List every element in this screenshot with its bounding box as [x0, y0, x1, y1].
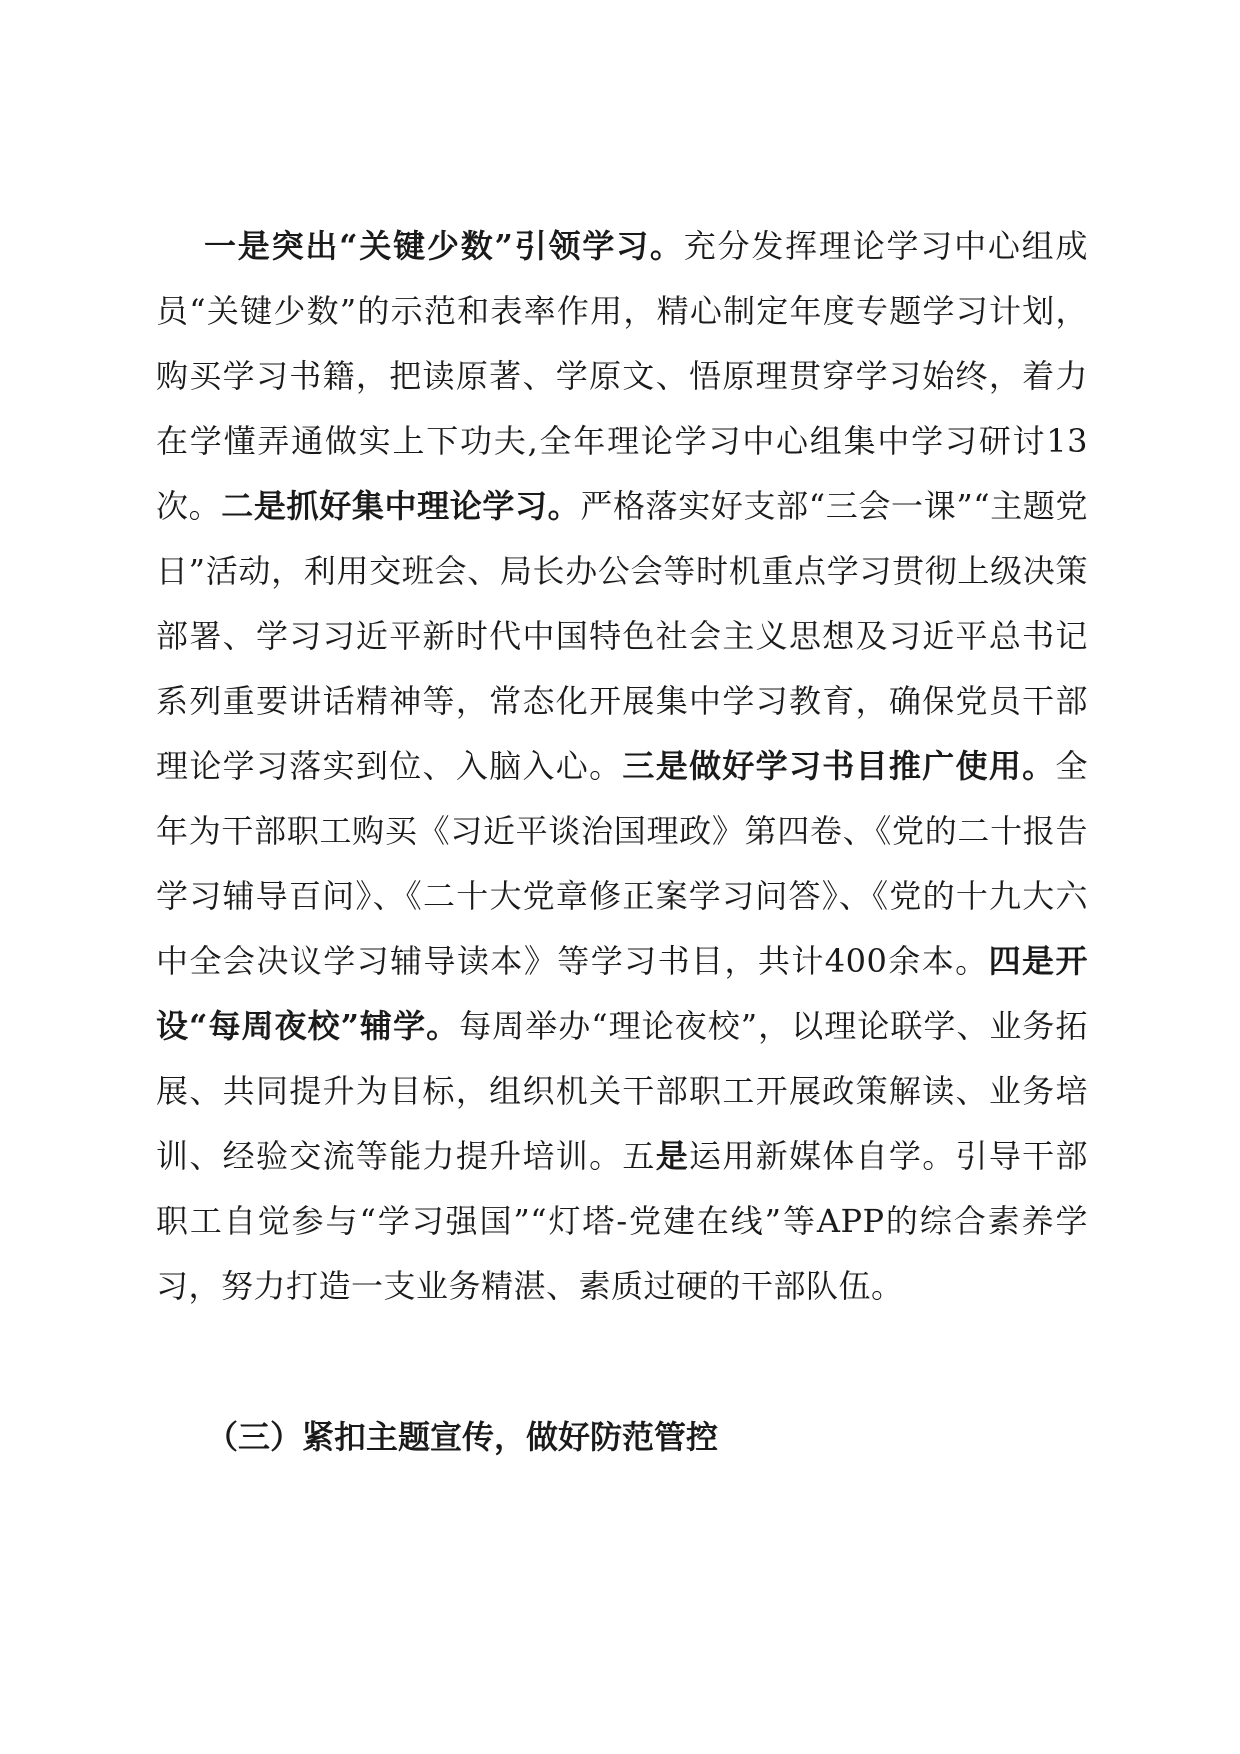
point-5-text: 运用新媒体自学。引导干部职工自觉参与“学习强国”“灯塔-党建在线”等APP的综合素养学习，努力打造一支业务精湛、素质过硬的干部队伍。: [156, 1137, 1088, 1305]
point-2-text: 严格落实好支部“三会一课”“主题党日”活动，利用交班会、局长办公会等时机重点学习贯彻上级决策部署、学习习近平新时代中国特色社会主义思想及习近平总书记系列重要讲话精神等，常态化开展集中学习教育，确保党员干部理论学习落实到位、入脑入心。: [156, 487, 1088, 785]
point-5-lead: 是: [655, 1137, 690, 1175]
point-2-lead: 二是抓好集中理论学习。: [221, 487, 581, 525]
point-1-lead: 一是突出“关键少数”引领学习。: [204, 227, 684, 265]
point-4-text: 每周举办“理论夜校”，以理论联学、业务拓展、共同提升为目标，组织机关干部职工开展政策解读、业务培训、经验交流等能力提升培训。五: [156, 1007, 1088, 1175]
body-paragraph: [156, 214, 1088, 1319]
point-4-lead: 四是开设“每周夜校”辅学。: [156, 942, 1088, 1045]
point-3-text: 全年为干部职工购买《习近平谈治国理政》第四卷、《党的二十报告学习辅导百问》、《二十大党章修正案学习问答》、《党的十九大六中全会决议学习辅导读本》等学习书目，共计400余本。: [156, 747, 1088, 980]
point-3-lead: 三是做好学习书目推广使用。: [622, 747, 1056, 785]
point-1-text: 充分发挥理论学习中心组成员“关键少数”的示范和表率作用，精心制定年度专题学习计划，购买学习书籍，把读原著、学原文、悟原理贯穿学习始终，着力在学懂弄通做实上下功夫,全年理论学习中心组集中学习研讨13次。: [156, 227, 1088, 525]
section-subheading: （三）紧扣主题宣传，做好防范管控: [206, 1418, 719, 1456]
